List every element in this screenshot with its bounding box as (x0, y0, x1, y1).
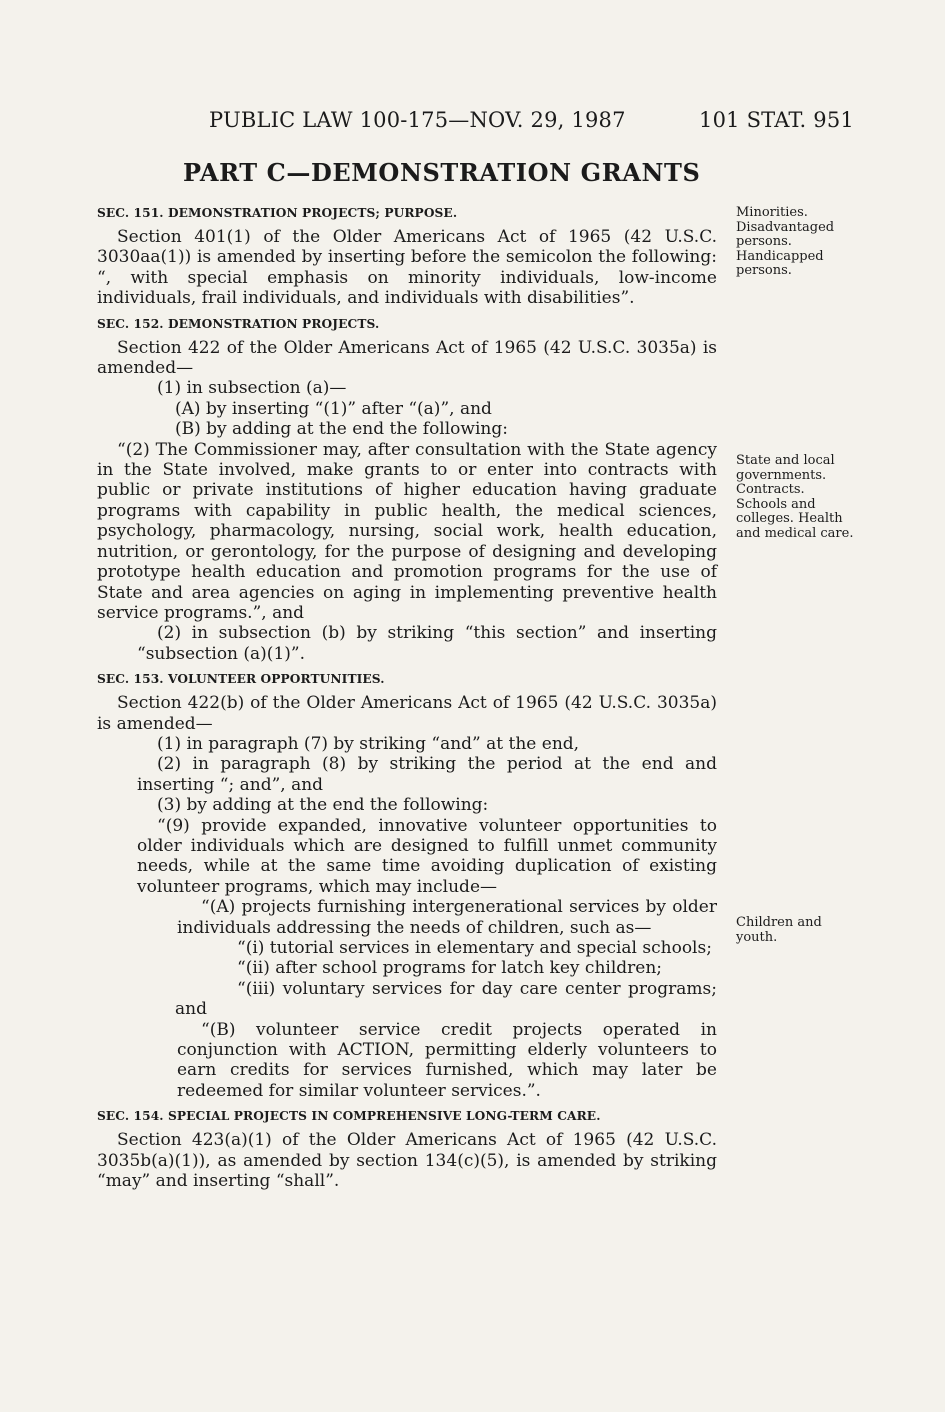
section-153-quote-a-i: “(i) tutorial services in elementary and special schools; (237, 938, 712, 958)
section-153-item-2: (2) in paragraph (8) by striking the period at the end and inserting “; and”, and (137, 754, 717, 795)
part-title: PART C—DEMONSTRATION GRANTS (183, 158, 701, 187)
section-152-heading: SEC. 152. DEMONSTRATION PROJECTS. (97, 316, 380, 331)
section-153-item-3: (3) by adding at the end the following: (157, 795, 489, 816)
section-153-intro: Section 422(b) of the Older Americans Act of 1965 (42 U.S.C. 3035a) is amended— (97, 693, 717, 734)
body-text (97, 205, 717, 1191)
section-154-heading: SEC. 154. SPECIAL PROJECTS IN COMPREHENSIVE LONG-TERM CARE. (97, 1109, 601, 1124)
section-153-quote-a: “(A) projects furnishing intergenerational services by older individuals addressing the needs of children, such as— (177, 897, 717, 938)
section-152-item-1b: (B) by adding at the end the following: (175, 419, 508, 440)
margin-note-minorities: Minorities. Disadvantaged persons. Handicapped persons. (736, 205, 835, 278)
section-152-item-2: (2) in subsection (b) by striking “this section” and inserting “subsection (a)(1)”. (137, 623, 717, 664)
section-151-text: Section 401(1) of the Older Americans Act of 1965 (42 U.S.C. 3030aa(1)) is amended by inserting before the semicolon the following: “, with special emphasis on minority individuals, low-income individuals, frail individuals, and individuals with disabilities”. (97, 227, 717, 309)
margin-note-children: Children and youth. (736, 915, 822, 945)
section-153-quote-a-iii: “(iii) voluntary services for day care center programs; and (175, 978, 717, 1020)
section-153-quote-a-ii: “(ii) after school programs for latch key children; (237, 958, 663, 979)
margin-note-state-local: State and local governments. Contracts. Schools and colleges. Health and medical care. (736, 453, 854, 541)
section-152-quote-2: “(2) The Commissioner may, after consultation with the State agency in the State involved, make grants to or enter into contracts with public or private institutions of higher education having graduate programs with capability in public health, the medical sciences, psychology, pharmacology, nursing, social work, health education, nutrition, or gerontology, for the purpose of designing and developing prototype health education and promotion programs for the use of State and area agencies on aging in implementing preventive health service programs.”, and (97, 439, 717, 623)
section-153-item-1: (1) in paragraph (7) by striking “and” at the end, (157, 733, 580, 754)
section-152-item-1: (1) in subsection (a)— (157, 378, 347, 399)
running-header-law: PUBLIC LAW 100-175—NOV. 29, 1987 (209, 108, 626, 132)
section-154-text: Section 423(a)(1) of the Older Americans Act of 1965 (42 U.S.C. 3035b(a)(1)), as amended by section 134(c)(5), is amended by striking “may” and inserting “shall”. (97, 1130, 717, 1192)
section-152-intro: Section 422 of the Older Americans Act of 1965 (42 U.S.C. 3035a) is amended— (97, 337, 717, 379)
section-151-heading: SEC. 151. DEMONSTRATION PROJECTS; PURPOSE. (97, 206, 458, 220)
section-153-heading: SEC. 153. VOLUNTEER OPPORTUNITIES. (97, 672, 385, 687)
section-152-item-1a: (A) by inserting “(1)” after “(a)”, and (175, 398, 492, 419)
running-header-page: 101 STAT. 951 (699, 108, 854, 132)
section-153-quote-b: “(B) volunteer service credit projects operated in conjunction with ACTION, permitting elderly volunteers to earn credits for services furnished, which may later be redeemed for similar volunteer services.”. (177, 1019, 717, 1101)
section-153-quote-9: “(9) provide expanded, innovative volunteer opportunities to older individuals which are designed to fulfill unmet community needs, while at the same time avoiding duplication of existing volunteer programs, which may include— (137, 815, 717, 897)
